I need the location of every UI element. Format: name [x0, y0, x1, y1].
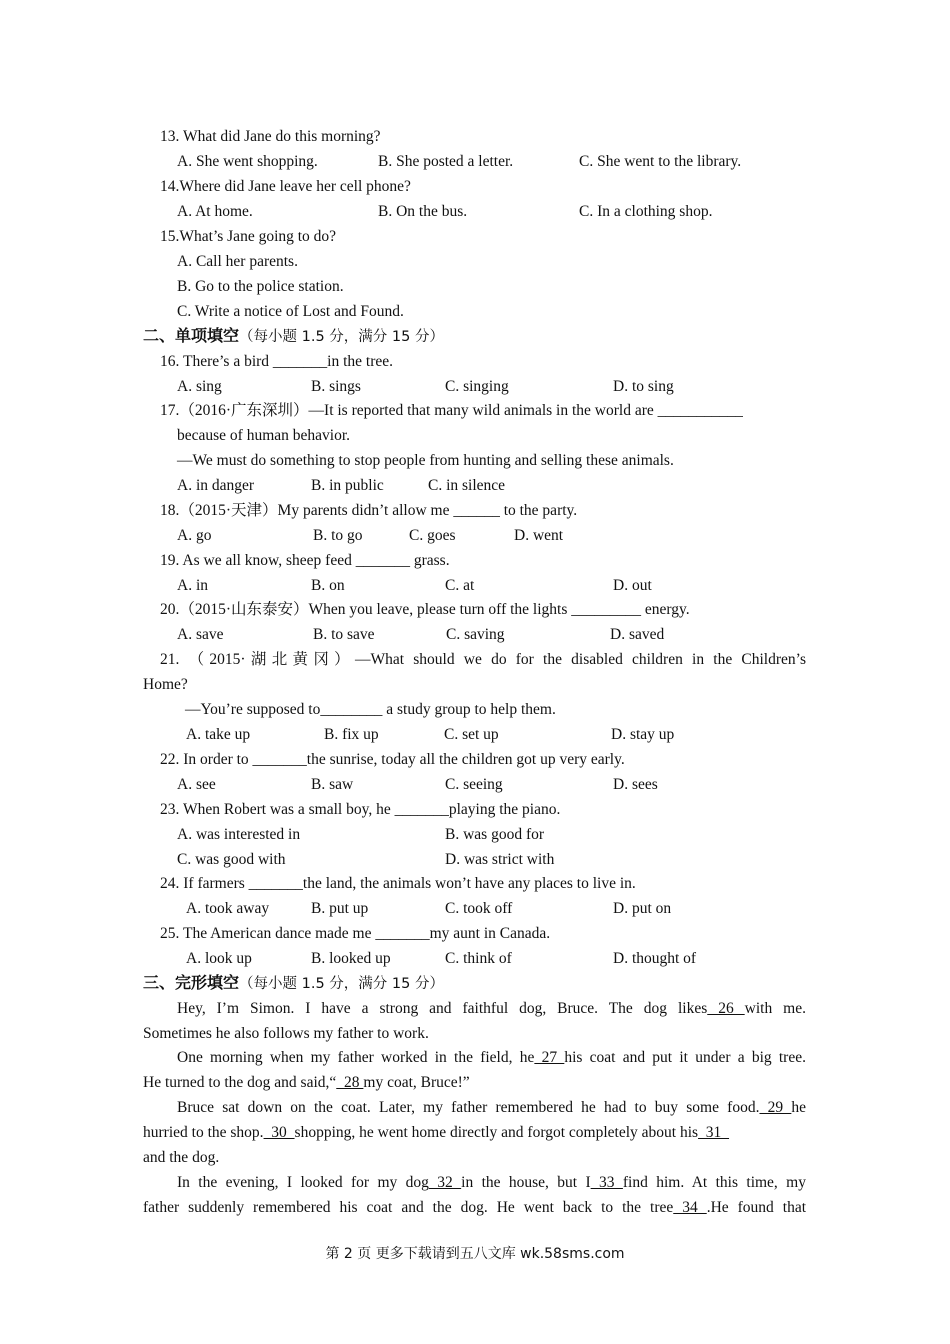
passage-line — [177, 1048, 806, 1068]
section-2-heading — [143, 326, 444, 347]
question-13-option-b: B. She posted a letter. — [378, 153, 514, 170]
question-24-option-c: C. took off — [445, 900, 513, 917]
question-21-option-d: D. stay up — [611, 726, 675, 743]
question-16-option-d: D. to sing — [613, 378, 674, 395]
question-19-option-a: A. in — [177, 577, 208, 594]
blank-34: 34 — [673, 1199, 707, 1216]
question-22-option-c: C. seeing — [445, 776, 503, 793]
passage-text: Bruce sat down on the coat. Later, my father remembered he had to buy some food. — [177, 1099, 760, 1116]
passage-text: In the evening, I looked for my dog — [177, 1174, 429, 1191]
question-15-stem: 15.What’s Jane going to do? — [160, 228, 337, 245]
section-3-note: （每小题 1.5 分，满分 15 分） — [239, 976, 444, 992]
question-18-option-b: B. to go — [313, 527, 363, 544]
question-18-option-d: D. went — [514, 527, 564, 544]
question-18-option-a: A. go — [177, 527, 212, 544]
question-21-stem: 21. （2015·湖北黄冈）—What should we do for the disabled children in the Children’s — [160, 651, 806, 668]
passage-text: with me. — [744, 1000, 806, 1017]
question-14-option-a: A. At home. — [177, 203, 253, 220]
passage-text: .He found that — [706, 1199, 807, 1216]
question-25-option-d: D. thought of — [613, 950, 697, 967]
question-24-stem: 24. If farmers _______the land, the animals won’t have any places to live in. — [160, 875, 636, 892]
question-21-option-c: C. set up — [444, 726, 499, 743]
question-19-option-d: D. out — [613, 577, 652, 594]
question-21-option-b: B. fix up — [324, 726, 379, 743]
question-13-option-a: A. She went shopping. — [177, 153, 318, 170]
passage-line — [177, 1098, 806, 1118]
question-18-option-c: C. goes — [409, 527, 456, 544]
question-15-option-a: A. Call her parents. — [177, 253, 298, 270]
question-25-option-c: C. think of — [445, 950, 512, 967]
question-14-option-c: C. In a clothing shop. — [579, 203, 713, 220]
section-3-heading — [143, 973, 444, 994]
question-23-stem: 23. When Robert was a small boy, he _______playing the piano. — [160, 801, 561, 818]
question-13-option-c: C. She went to the library. — [579, 153, 742, 170]
question-17-option-c: C. in silence — [428, 477, 506, 494]
question-17-option-a: A. in danger — [177, 477, 255, 494]
question-25-stem: 25. The American dance made me _______my aunt in Canada. — [160, 925, 551, 942]
question-20-stem: 20.（2015·山东泰安）When you leave, please turn off the lights _________ energy. — [160, 601, 690, 618]
question-23-option-c: C. was good with — [177, 851, 286, 868]
question-16-option-a: A. sing — [177, 378, 222, 395]
blank-32: 32 — [428, 1174, 462, 1191]
page-footer: 第 2 页 更多下载请到五八文库 wk.58sms.com — [325, 1246, 625, 1262]
passage-line — [177, 999, 806, 1019]
passage-line — [143, 1123, 729, 1143]
question-16-stem: 16. There’s a bird _______in the tree. — [160, 353, 394, 370]
passage-text: in the house, but I — [461, 1174, 591, 1191]
question-20-option-d: D. saved — [610, 626, 665, 643]
question-21-response: —You’re supposed to________ a study group to help them. — [185, 701, 556, 718]
blank-27: 27 — [534, 1049, 565, 1066]
passage-text: father suddenly remembered his coat and the dog. He went back to the tree — [143, 1199, 674, 1216]
question-23-option-a: A. was interested in — [177, 826, 301, 843]
section-2-note: （每小题 1.5 分，满分 15 分） — [239, 329, 444, 345]
question-14-option-b: B. On the bus. — [378, 203, 468, 220]
question-25-option-a: A. look up — [186, 950, 252, 967]
question-21-option-a: A. take up — [186, 726, 251, 743]
blank-33: 33 — [590, 1174, 623, 1191]
question-20-option-a: A. save — [177, 626, 224, 643]
question-16-option-c: C. singing — [445, 378, 509, 395]
passage-text: my coat, Bruce!” — [363, 1074, 470, 1091]
passage-text: he — [791, 1099, 807, 1116]
section-3-title: 三、完形填空 — [143, 973, 240, 992]
passage-text: hurried to the shop. — [143, 1124, 264, 1141]
question-22-option-b: B. saw — [311, 776, 354, 793]
blank-29: 29 — [759, 1099, 792, 1116]
question-17-stem: 17.（2016·广东深圳）—It is reported that many wild animals in the world are ___________ — [160, 402, 743, 419]
blank-26: 26 — [707, 1000, 745, 1017]
question-20-option-b: B. to save — [313, 626, 375, 643]
blank-28: 28 — [336, 1074, 364, 1091]
question-23-option-b: B. was good for — [445, 826, 545, 843]
section-2-title: 二、单项填空 — [143, 326, 240, 345]
question-14-stem: 14.Where did Jane leave her cell phone? — [160, 178, 411, 195]
passage-text: his coat and put it under a big tree. — [564, 1049, 806, 1066]
question-15-option-c: C. Write a notice of Lost and Found. — [177, 303, 404, 320]
blank-31: 31 — [698, 1124, 730, 1141]
passage-line: and the dog. — [143, 1149, 220, 1166]
question-25-option-b: B. looked up — [311, 950, 391, 967]
question-19-option-b: B. on — [311, 577, 345, 594]
passage-text: find him. At this time, my — [622, 1174, 806, 1191]
question-24-option-d: D. put on — [613, 900, 672, 917]
question-22-option-a: A. see — [177, 776, 216, 793]
blank-30: 30 — [263, 1124, 295, 1141]
passage-text: One morning when my father worked in the field, he — [177, 1049, 535, 1066]
question-16-option-b: B. sings — [311, 378, 361, 395]
question-17-option-b: B. in public — [311, 477, 384, 494]
question-19-option-c: C. at — [445, 577, 475, 594]
passage-line — [177, 1173, 806, 1193]
question-22-stem: 22. In order to _______the sunrise, today all the children got up very early. — [160, 751, 625, 768]
question-13-stem: 13. What did Jane do this morning? — [160, 128, 381, 145]
question-20-option-c: C. saving — [446, 626, 505, 643]
question-24-option-b: B. put up — [311, 900, 369, 917]
question-17-response: —We must do something to stop people from hunting and selling these animals. — [177, 452, 674, 469]
passage-line — [143, 1198, 806, 1218]
passage-text: Hey, I’m Simon. I have a strong and faithful dog, Bruce. The dog likes — [177, 1000, 708, 1017]
passage-line — [143, 1073, 470, 1093]
passage-text: He turned to the dog and said,“ — [143, 1074, 337, 1091]
question-17-stem-continued: because of human behavior. — [177, 427, 351, 444]
passage-line: Sometimes he also follows my father to work. — [143, 1025, 429, 1042]
question-22-option-d: D. sees — [613, 776, 658, 793]
question-23-option-d: D. was strict with — [445, 851, 555, 868]
question-21-stem-continued: Home? — [143, 676, 188, 693]
question-24-option-a: A. took away — [186, 900, 270, 917]
question-15-option-b: B. Go to the police station. — [177, 278, 344, 295]
question-18-stem: 18.（2015·天津）My parents didn’t allow me ______ to the party. — [160, 502, 578, 519]
passage-text: shopping, he went home directly and forgot completely about his — [294, 1124, 699, 1141]
question-19-stem: 19. As we all know, sheep feed _______ grass. — [160, 552, 450, 569]
